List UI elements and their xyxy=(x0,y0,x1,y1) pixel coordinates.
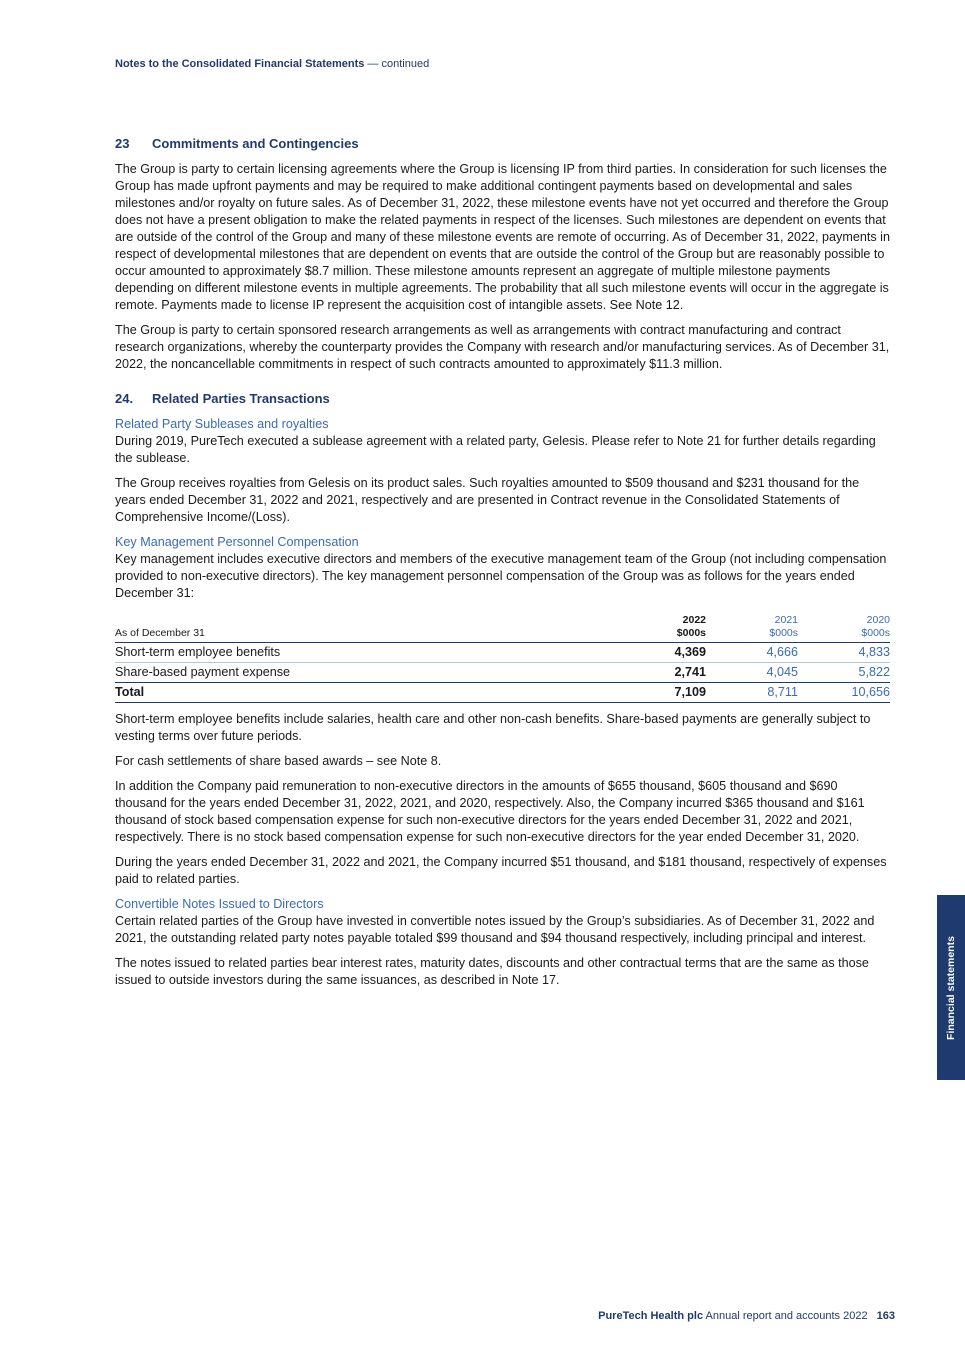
section-24-title: Related Parties Transactions xyxy=(152,391,330,406)
column-header-2022 xyxy=(614,614,706,643)
side-tab-label: Financial statements xyxy=(945,935,957,1040)
section-23-title: Commitments and Contingencies xyxy=(152,136,359,151)
column-year-2020: 2020 xyxy=(866,614,890,626)
section-23-paragraph-2: The Group is party to certain sponsored research arrangements as well as arrangements with contract manufacturing and contract research organizations, whereby the counterparty provides the Company with research and/or manufacturing services. As of December 31, 2022, the noncancellable commitments in respect of such contracts amounted to approximately $11.3 million. xyxy=(115,323,890,371)
compensation-table xyxy=(115,614,890,703)
total-label: Total xyxy=(115,683,614,703)
column-header-2021 xyxy=(706,614,798,643)
cell-2022: 2,741 xyxy=(614,663,706,683)
cell-2021: 4,045 xyxy=(706,663,798,683)
page-footer xyxy=(598,1309,895,1323)
subheading-convertible-notes: Convertible Notes Issued to Directors xyxy=(115,897,324,911)
section-23-heading xyxy=(115,135,890,152)
column-unit-2022: $000s xyxy=(676,627,706,639)
section-side-tab[interactable] xyxy=(937,895,965,1080)
total-2021: 8,711 xyxy=(706,683,798,703)
section-24-paragraph-6: In addition the Company paid remuneration to non-executive directors in the amounts of $655 thousand, $605 thousand and $690 thousand for the years ended December 31, 2022, 2021, and 2020, respectively. Also, the Company incurred $365 thousand and $161 thousand of stock based compensation expense for such non-executive directors for the years ended December 31, 2022 and 2021, respectively. There is no stock based compensation expense for such non-executive directors for the year ended December 31, 2020. xyxy=(115,779,865,844)
page-content xyxy=(115,135,890,997)
total-2020: 10,656 xyxy=(798,683,890,703)
total-2022: 7,109 xyxy=(614,683,706,703)
column-header-2020 xyxy=(798,614,890,643)
section-24-paragraph-3: Key management includes executive directors and members of the executive management team of the Group (not including compensation provided to non-executive directors). The key management personnel compensation of the Group was as follows for the years ended December 31: xyxy=(115,552,887,600)
page-number: 163 xyxy=(876,1310,895,1322)
running-header-suffix: — continued xyxy=(364,58,430,70)
table-header-row xyxy=(115,614,890,643)
running-header xyxy=(115,57,429,71)
column-year-2022: 2022 xyxy=(682,614,706,626)
running-header-title: Notes to the Consolidated Financial Statements xyxy=(115,58,365,70)
table-row xyxy=(115,643,890,663)
section-24-paragraph-9: The notes issued to related parties bear interest rates, maturity dates, discounts and other contractual terms that are the same as those issued to outside investors during the same issuances, as described in Note 17. xyxy=(115,956,869,987)
column-unit-2021: $000s xyxy=(769,627,798,639)
section-24-paragraph-2: The Group receives royalties from Gelesis on its product sales. Such royalties amounted to $509 thousand and $231 thousand for the years ended December 31, 2022 and 2021, respectively and are presented in Contract revenue in the Consolidated Statements of Comprehensive Income/(Loss). xyxy=(115,476,860,524)
table-label-header: As of December 31 xyxy=(115,627,205,639)
cell-2020: 5,822 xyxy=(798,663,890,683)
table-total-row xyxy=(115,683,890,703)
cell-2022: 4,369 xyxy=(614,643,706,663)
section-24-heading xyxy=(115,390,890,407)
section-23-paragraph-1: The Group is party to certain licensing agreements where the Group is licensing IP from third parties. In consideration for such licenses the Group has made upfront payments and may be required to make additional contingent payments based on developmental and sales milestones and/or royalty on future sales. As of December 31, 2022, these milestone events have not yet occurred and therefore the Group does not have a present obligation to make the related payments in respect of the licenses. Such milestones are dependent on events that are outside of the control of the Group and many of these milestone events are remote of occurring. As of December 31, 2022, payments in respect of developmental milestones that are dependent on events that are outside the control of the Group but are reasonably possible to occur amounted to approximately $8.7 million. These milestone amounts represent an aggregate of multiple milestone payments depending on different milestone events in multiple agreements. The probability that all such milestone events will occur in the aggregate is remote. Payments made to license IP represent the acquisition cost of intangible assets. See Note 12. xyxy=(115,162,890,312)
footer-report-title: Annual report and accounts 2022 xyxy=(705,1310,868,1322)
section-24-paragraph-8: Certain related parties of the Group have invested in convertible notes issued by the Group’s subsidiaries. As of December 31, 2022 and 2021, the outstanding related party notes payable totaled $99 thousand and $94 thousand respectively, including principal and interest. xyxy=(115,914,875,945)
subheading-subleases: Related Party Subleases and royalties xyxy=(115,417,329,431)
footer-company: PureTech Health plc xyxy=(598,1310,704,1322)
table-row xyxy=(115,663,890,683)
section-24-paragraph-4: Short-term employee benefits include salaries, health care and other non-cash benefits. Share-based payments are generally subject to vesting terms over future periods. xyxy=(115,712,871,743)
section-23-number: 23 xyxy=(115,136,130,151)
subheading-key-management: Key Management Personnel Compensation xyxy=(115,535,359,549)
section-24-paragraph-1: During 2019, PureTech executed a sublease agreement with a related party, Gelesis. Please refer to Note 21 for further details regarding the sublease. xyxy=(115,434,876,465)
cell-2020: 4,833 xyxy=(798,643,890,663)
section-24-number: 24. xyxy=(115,391,134,406)
row-label: Share-based payment expense xyxy=(115,663,614,683)
cell-2021: 4,666 xyxy=(706,643,798,663)
column-year-2021: 2021 xyxy=(774,614,798,626)
column-unit-2020: $000s xyxy=(861,627,890,639)
section-24-paragraph-5: For cash settlements of share based awards – see Note 8. xyxy=(115,754,442,768)
row-label: Short-term employee benefits xyxy=(115,643,614,663)
section-24-paragraph-7: During the years ended December 31, 2022 and 2021, the Company incurred $51 thousand, and $181 thousand, respectively of expenses paid to related parties. xyxy=(115,855,887,886)
